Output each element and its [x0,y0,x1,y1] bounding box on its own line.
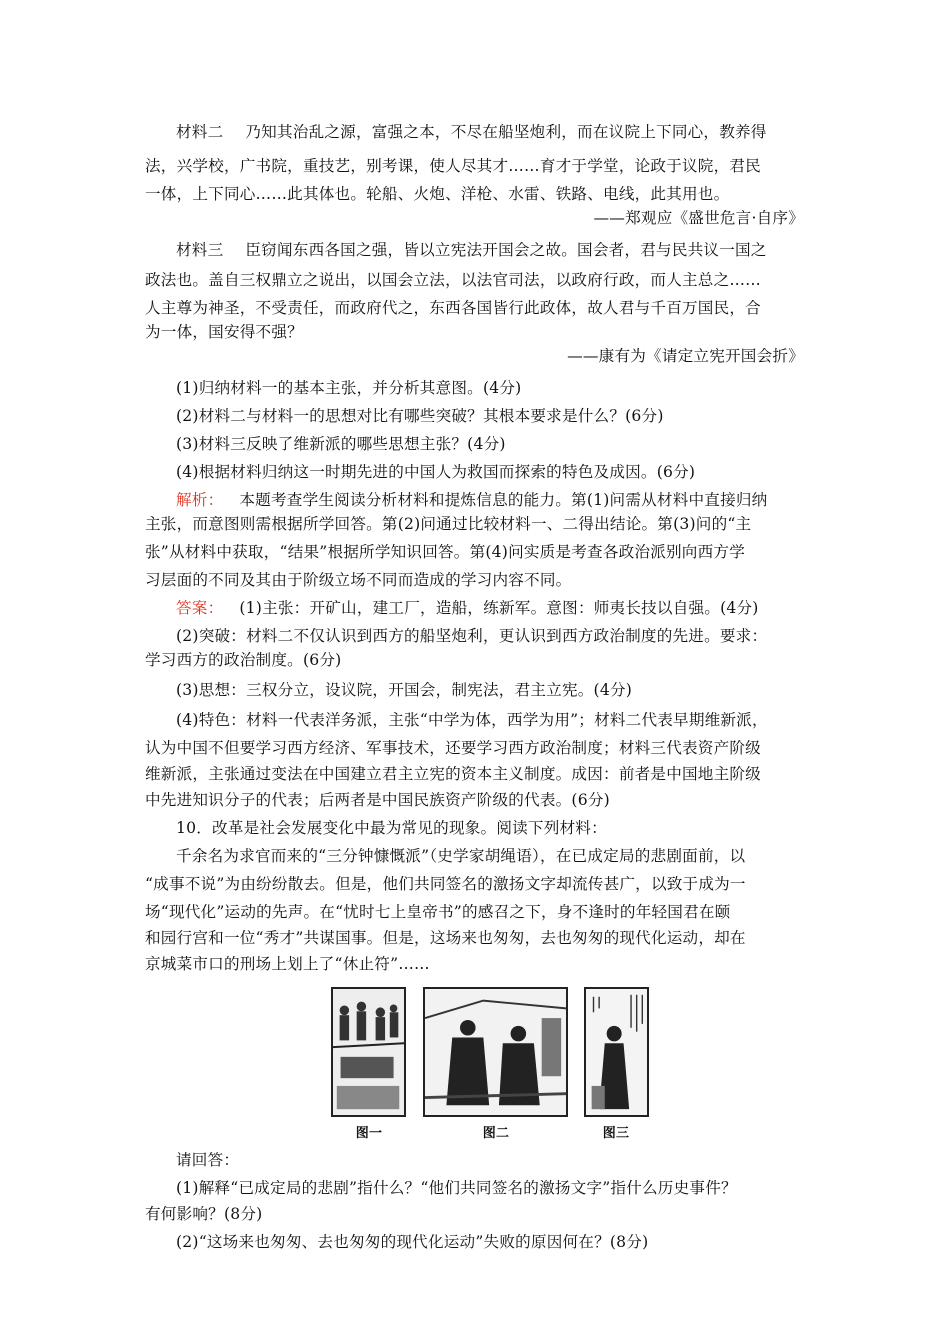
q10-intro: 10．改革是社会发展变化中最为常见的现象。阅读下列材料： [176,819,607,837]
q10-question-2: (2)“这场来也匆匆、去也匆匆的现代化运动”失败的原因何在？(8分) [176,1233,649,1251]
answer-2-line-1: (2)突破：材料二不仅认识到西方的船坚炮利，更认识到西方政治制度的先进。要求： [176,627,768,645]
material2-line-1: 材料二 乃知其治乱之源，富强之本，不尽在船坚炮利，而在议院上下同心，教养得 [176,123,767,141]
figure-2-caption: 图二 [482,1126,510,1141]
material3-source: ——康有为《请定立宪开国会折》 [567,347,804,365]
analysis-line-4: 习层面的不同及其由于阶级立场不同而造成的学习内容不同。 [145,571,572,589]
q10-line-2: “成事不说”为由纷纷散去。但是，他们共同签名的激扬文字却流传甚广，以致于成为一 [145,875,746,893]
analysis-line-2: 主张，而意图则需根据所学回答。第(2)问通过比较材料一、二得出结论。第(3)问的“主 [145,515,752,533]
question9-4: (4)根据材料归纳这一时期先进的中国人为救国而探索的特色及成因。(6分) [176,463,696,481]
figure-1-image [331,987,406,1117]
answer-4-line-2: 认为中国不但要学习西方经济、军事技术，还要学习西方政治制度；材料三代表资产阶级 [145,739,761,757]
q10-line-5: 京城菜市口的刑场上划上了“休止符”…… [145,955,430,973]
figure-1-caption: 图一 [355,1126,383,1141]
answer-4-line-4: 中先进知识分子的代表；后两者是中国民族资产阶级的代表。(6分) [145,791,610,809]
material2-line-2: 法，兴学校，广书院，重技艺，别考课，使人尽其才……育才于学堂，论政于议院，君民 [145,157,761,175]
answer-2-line-2: 学习西方的政治制度。(6分) [145,651,342,669]
question9-3: (3)材料三反映了维新派的哪些思想主张？(4分) [176,435,506,453]
material2-line-3: 一体，上下同心……此其体也。轮船、火炮、洋枪、水雷、铁路、电线，此其用也。 [145,185,730,203]
q10-line-3: 场“现代化”运动的先声。在“忧时七上皇帝书”的感召之下，身不逢时的年轻国君在颐 [145,903,731,921]
answer-label: 答案： [176,599,224,617]
analysis-line-3: 张”从材料中获取，“结果”根据所学知识回答。第(4)问实质是考查各政治派别向西方学 [145,543,745,561]
question9-1: (1)归纳材料一的基本主张，并分析其意图。(4分) [176,379,522,397]
figure-3-image [584,987,649,1117]
material3-line-4: 为一体，国安得不强？ [145,323,303,341]
q10-line-1: 千余名为求官而来的“三分钟慷慨派”（史学家胡绳语），在已成定局的悲剧面前，以 [176,847,746,865]
answer-4-line-1: (4)特色：材料一代表洋务派，主张“中学为体，西学为用”；材料二代表早期维新派， [176,711,768,729]
figure-3-caption: 图三 [602,1126,630,1141]
figure-2-image [423,987,568,1117]
answer-4-line-3: 维新派，主张通过变法在中国建立君主立宪的资本主义制度。成因：前者是中国地主阶级 [145,765,761,783]
q10-line-4: 和园行宫和一位“秀才”共谋国事。但是，这场来也匆匆，去也匆匆的现代化运动，却在 [145,929,746,947]
q10-question-1-line-1: (1)解释“已成定局的悲剧”指什么？“他们共同签名的激扬文字”指什么历史事件？ [176,1179,737,1197]
material2-label: 材料二 [176,123,224,141]
analysis-line-1: 解析： 本题考查学生阅读分析材料和提炼信息的能力。第(1)问需从材料中直接归纳 [176,491,768,509]
material3-line-2: 政法也。盖自三权鼎立之说出，以国会立法，以法官司法，以政府行政，而人主总之…… [145,271,761,289]
answer-3: (3)思想：三权分立，设议院，开国会，制宪法，君主立宪。(4分) [176,681,633,699]
answer-line-1: 答案： (1)主张：开矿山，建工厂，造船，练新军。意图：师夷长技以自强。(4分) [176,599,759,617]
material3-label: 材料三 [176,241,224,259]
q10-question-1-line-2: 有何影响？(8分) [145,1205,263,1223]
analysis-label: 解析： [176,491,224,509]
material3-line-3: 人主尊为神圣，不受责任，而政府代之，东西各国皆行此政体，故人君与千百万国民，合 [145,299,761,317]
please-answer: 请回答： [176,1151,240,1169]
material2-source: ——郑观应《盛世危言·自序》 [593,209,804,227]
material3-line-1: 材料三 臣窃闻东西各国之强，皆以立宪法开国会之故。国会者，君与民共议一国之 [176,241,767,259]
question9-2: (2)材料二与材料一的思想对比有哪些突破？其根本要求是什么？(6分) [176,407,664,425]
